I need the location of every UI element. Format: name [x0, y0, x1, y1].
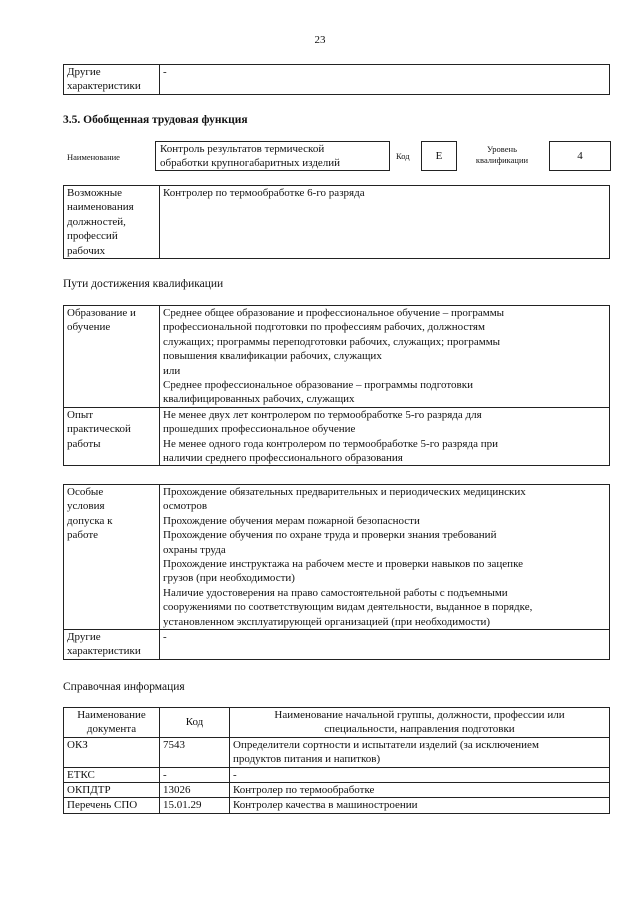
- special-conditions-label: Особые условия допуска к работе: [64, 485, 160, 630]
- function-code-box: E: [421, 141, 457, 171]
- qualification-level-label: Уровень квалификации: [475, 144, 529, 165]
- education-label: Образование и обучение: [64, 306, 160, 408]
- education-row: [64, 306, 610, 408]
- other-characteristics-value: -: [160, 65, 610, 95]
- admission-table: [63, 484, 610, 660]
- other-characteristics-table: [63, 64, 610, 95]
- row-name: -: [230, 767, 610, 782]
- header-document: Наименование документа: [64, 708, 160, 738]
- header-name: Наименование начальной группы, должности, профессии или специальности, направления подготовки: [230, 708, 610, 738]
- table-row: [64, 737, 610, 767]
- row-name: Определители сортности и испытатели изделий (за исключением продуктов питания и напитков): [230, 737, 610, 767]
- row-code: 13026: [160, 783, 230, 798]
- table-row: [64, 767, 610, 782]
- function-name-box: Контроль результатов термической обработки крупногабаритных изделий: [155, 141, 390, 171]
- paths-table: [63, 305, 610, 466]
- row-document: ОКЗ: [64, 737, 160, 767]
- row-name: Контролер по термообработке: [230, 783, 610, 798]
- paths-caption: Пути достижения квалификации: [63, 278, 224, 290]
- table-row: [64, 798, 610, 813]
- row-code: 15.01.29: [160, 798, 230, 813]
- special-conditions-row: [64, 485, 610, 630]
- other-characteristics-value-2: -: [160, 630, 610, 660]
- section-heading: 3.5. Обобщенная трудовая функция: [63, 114, 248, 126]
- reference-table: [63, 707, 610, 814]
- positions-label: Возможные наименования должностей, профессий рабочих: [64, 186, 160, 259]
- education-value: Среднее общее образование и профессиональное обучение – программы профессиональной подготовки по профессиям рабочих, должностям служащих; программы переподготовки рабочих, служащих; программы повышения квалификации рабочих, служащих или Среднее профессиональное образование – программы подготовки квалифицированных рабочих, служащих: [160, 306, 610, 408]
- row-code: 7543: [160, 737, 230, 767]
- experience-value: Не менее двух лет контролером по термообработке 5-го разряда для прошедших профессиональное обучение Не менее одного года контролером по термообработке 5-го разряда при наличии среднего профессионального образования: [160, 407, 610, 466]
- header-code: Код: [160, 708, 230, 738]
- positions-table: [63, 185, 610, 259]
- page-number: 23: [314, 34, 326, 46]
- row-document: ЕТКС: [64, 767, 160, 782]
- other-characteristics-row: [64, 630, 610, 660]
- row-document: Перечень СПО: [64, 798, 160, 813]
- other-characteristics-label-2: Другие характеристики: [64, 630, 160, 660]
- row-document: ОКПДТР: [64, 783, 160, 798]
- qualification-level-box: 4: [549, 141, 611, 171]
- row-code: -: [160, 767, 230, 782]
- special-conditions-value: Прохождение обязательных предварительных и периодических медицинских осмотров Прохождение обучения мерам пожарной безопасности Прохождение обучения по охране труда и проверки знания требований охраны труда Прохождение инструктажа на рабочем месте и проверки навыков по зацепке грузов (при необходимости) Наличие удостоверения на право самостоятельной работы с подъемными сооружениями по соответствующим видам деятельности, выданное в порядке, установленном эксплуатирующей организацией (при необходимости): [160, 485, 610, 630]
- table-row: [64, 783, 610, 798]
- name-label: Наименование: [67, 152, 120, 162]
- experience-label: Опыт практической работы: [64, 407, 160, 466]
- reference-header-row: [64, 708, 610, 738]
- row-name: Контролер качества в машиностроении: [230, 798, 610, 813]
- reference-caption: Справочная информация: [63, 681, 185, 693]
- experience-row: [64, 407, 610, 466]
- positions-value: Контролер по термообработке 6-го разряда: [160, 186, 610, 259]
- other-characteristics-label: Другие характеристики: [64, 65, 160, 95]
- code-label: Код: [396, 151, 410, 161]
